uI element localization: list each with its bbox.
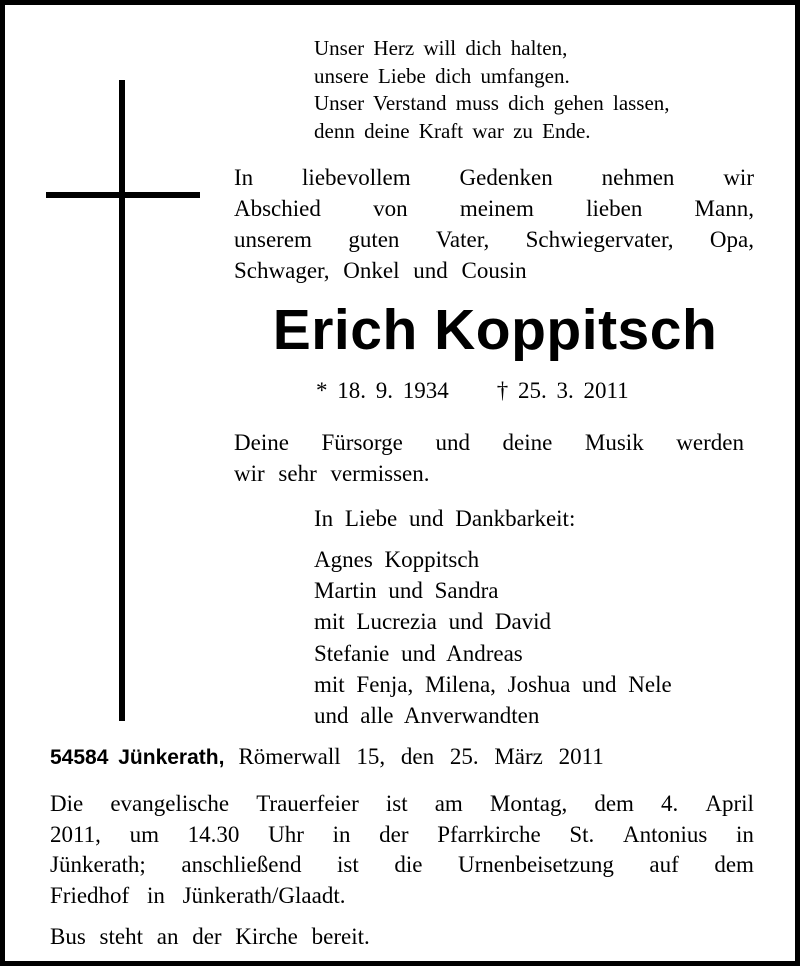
- tribute-line-2: wir sehr vermissen.: [234, 461, 430, 486]
- family-member: mit Lucrezia und David: [314, 609, 552, 635]
- life-dates: [316, 375, 629, 407]
- poem-line: Unser Herz will dich halten,: [314, 36, 568, 60]
- poem-line: Unser Verstand muss dich gehen lassen,: [314, 91, 670, 115]
- address-city: 54584 Jünkerath,: [50, 746, 225, 769]
- intro-text: [234, 162, 754, 286]
- family-member: Martin und Sandra: [314, 578, 499, 604]
- intro-line-4: Schwager, Onkel und Cousin: [234, 258, 527, 283]
- word: Mann,: [694, 196, 754, 221]
- word: anschließend: [181, 852, 302, 877]
- tribute-text: [234, 427, 744, 489]
- service-line-4: Friedhof in Jünkerath/Glaadt.: [50, 882, 346, 908]
- word: nehmen: [601, 165, 675, 190]
- word: Vater,: [435, 227, 490, 252]
- word: um: [129, 821, 159, 847]
- word: 2011,: [50, 821, 101, 847]
- word: deine: [502, 430, 553, 455]
- word: lieben: [586, 196, 643, 221]
- word: evangelische: [110, 791, 230, 816]
- intro-line-2: [234, 193, 754, 224]
- word: 14.30: [187, 821, 240, 847]
- word: der: [379, 821, 409, 847]
- word: von: [373, 196, 408, 221]
- word: am: [434, 791, 463, 816]
- address-line: [50, 741, 604, 774]
- family-member: und alle Anverwandten: [314, 703, 540, 729]
- word: Gedenken: [459, 165, 553, 190]
- word: Antonius: [622, 821, 708, 847]
- word: Opa,: [709, 227, 754, 252]
- word: Jünkerath;: [50, 852, 146, 877]
- word: in: [332, 821, 351, 847]
- word: auf: [649, 852, 679, 877]
- poem: [314, 35, 670, 145]
- word: St.: [569, 821, 595, 847]
- cross-icon-horizontal-bar: [46, 192, 200, 198]
- word: ist: [337, 852, 359, 877]
- word: 4.: [661, 791, 679, 816]
- word: Uhr: [268, 821, 304, 847]
- word: Urnenbeisetzung: [457, 852, 614, 877]
- word: Fürsorge: [321, 430, 403, 455]
- intro-line-1: [234, 162, 754, 193]
- service-line-1: [50, 789, 754, 820]
- word: In: [234, 165, 254, 190]
- word: Trauerfeier: [256, 791, 359, 816]
- birth-date: * 18. 9. 1934: [316, 378, 449, 403]
- word: Die: [50, 791, 84, 816]
- word: liebevollem: [302, 165, 411, 190]
- word: Montag,: [489, 791, 568, 816]
- cross-icon-vertical-bar: [119, 80, 125, 721]
- word: Deine: [234, 430, 289, 455]
- word: in: [736, 821, 754, 847]
- family-member: Agnes Koppitsch: [314, 547, 480, 572]
- word: dem: [594, 791, 634, 816]
- word: werden: [676, 430, 744, 455]
- word: ist: [385, 791, 408, 816]
- intro-line-3: [234, 224, 754, 255]
- poem-line: unsere Liebe dich umfangen.: [314, 63, 570, 88]
- word: die: [394, 852, 423, 877]
- poem-line: denn deine Kraft war zu Ende.: [314, 118, 591, 143]
- closing-phrase: In Liebe und Dankbarkeit:: [314, 506, 576, 531]
- word: Schwiegervater,: [525, 227, 674, 252]
- word: guten: [348, 227, 400, 252]
- family-list: [314, 544, 672, 731]
- word: wir: [723, 165, 754, 190]
- word: Musik: [584, 430, 644, 455]
- address-street-date: Römerwall 15, den 25. März 2011: [238, 744, 604, 769]
- service-line-3: [50, 850, 754, 881]
- service-line-2: [50, 820, 754, 851]
- family-member: mit Fenja, Milena, Joshua und Nele: [314, 671, 672, 697]
- word: unserem: [234, 227, 312, 252]
- deceased-name: Erich Koppitsch: [272, 298, 718, 362]
- word: und: [435, 430, 470, 455]
- word: Abschied: [234, 196, 321, 221]
- word: dem: [714, 852, 754, 877]
- death-date: † 25. 3. 2011: [496, 378, 629, 403]
- service-notice: [50, 789, 754, 911]
- bus-notice: Bus steht an der Kirche bereit.: [50, 924, 370, 949]
- tribute-line-1: [234, 427, 744, 458]
- word: meinem: [459, 196, 534, 221]
- word: April: [705, 791, 754, 816]
- family-member: Stefanie und Andreas: [314, 640, 523, 666]
- word: Pfarrkirche: [437, 821, 541, 847]
